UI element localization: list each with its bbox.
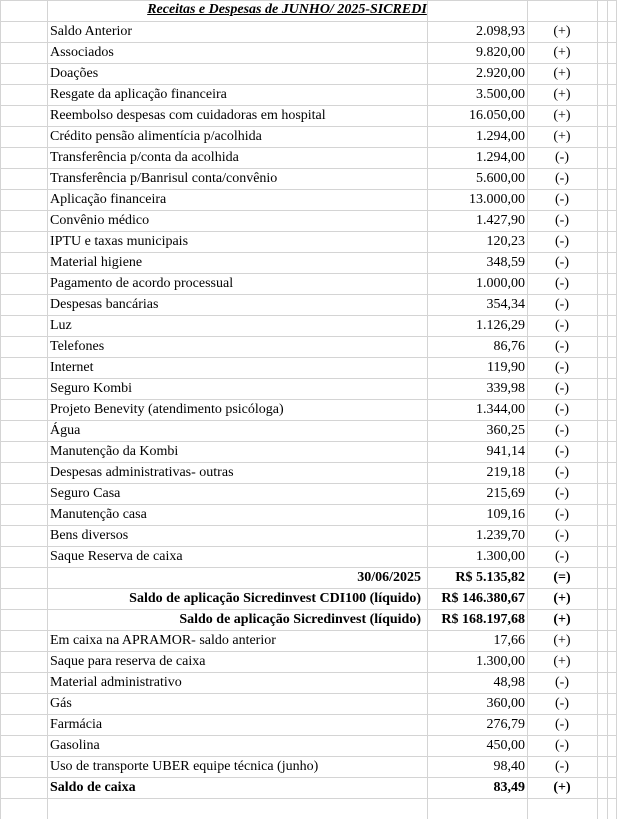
sign-cell[interactable]: (+) <box>553 24 571 39</box>
sign-cell[interactable]: (-) <box>555 486 569 501</box>
value-cell[interactable]: 2.098,93 <box>476 24 525 39</box>
table-row <box>0 420 617 441</box>
empty-cell[interactable] <box>597 777 607 798</box>
table-row <box>0 252 617 273</box>
value-cell[interactable]: 1.294,00 <box>476 150 525 165</box>
label-cell[interactable]: Despesas bancárias <box>50 297 159 312</box>
table-row <box>0 168 617 189</box>
empty-cell[interactable] <box>607 483 617 504</box>
value-cell[interactable]: 219,18 <box>486 465 525 480</box>
row-header-cell[interactable] <box>0 189 47 210</box>
value-cell[interactable]: 83,49 <box>493 780 525 795</box>
label-cell[interactable]: Saldo de caixa <box>50 780 136 795</box>
label-cell[interactable]: Doações <box>50 66 99 81</box>
table-row <box>0 63 617 84</box>
empty-cell[interactable] <box>607 273 617 294</box>
label-cell[interactable]: Projeto Benevity (atendimento psicóloga) <box>50 402 284 417</box>
row-header-cell[interactable] <box>0 462 47 483</box>
empty-cell[interactable] <box>607 504 617 525</box>
table-row <box>0 609 617 630</box>
empty-cell[interactable] <box>597 525 607 546</box>
value-cell[interactable]: R$ 168.197,68 <box>441 612 525 627</box>
value-cell[interactable]: 119,90 <box>487 360 525 375</box>
value-cell[interactable]: 1.300,00 <box>476 654 525 669</box>
value-cell[interactable]: 354,34 <box>486 297 525 312</box>
empty-cell[interactable] <box>597 315 607 336</box>
sign-cell[interactable]: (-) <box>555 192 569 207</box>
empty-cell[interactable] <box>597 294 607 315</box>
table-row <box>0 525 617 546</box>
label-cell[interactable]: Farmácia <box>50 717 103 732</box>
empty-cell[interactable] <box>597 693 607 714</box>
sign-cell[interactable]: (+) <box>553 45 571 60</box>
empty-cell[interactable] <box>597 378 607 399</box>
value-cell[interactable]: 1.126,29 <box>476 318 525 333</box>
sign-cell[interactable]: (-) <box>555 255 569 270</box>
row-header-cell[interactable] <box>0 336 47 357</box>
label-cell[interactable]: Luz <box>50 318 72 333</box>
label-cell[interactable]: Pagamento de acordo processual <box>50 276 234 291</box>
row-header-cell[interactable] <box>0 210 47 231</box>
label-cell[interactable]: IPTU e taxas municipais <box>50 234 189 249</box>
empty-cell[interactable] <box>607 252 617 273</box>
empty-cell[interactable] <box>607 21 617 42</box>
empty-cell[interactable] <box>607 546 617 567</box>
label-cell[interactable]: Transferência p/Banrisul conta/convênio <box>50 171 278 186</box>
table-row <box>0 672 617 693</box>
sign-cell[interactable]: (-) <box>555 339 569 354</box>
sign-cell[interactable]: (-) <box>555 717 569 732</box>
table-row <box>0 105 617 126</box>
sign-cell[interactable]: (-) <box>555 423 569 438</box>
value-cell[interactable]: 1.427,90 <box>476 213 525 228</box>
table-row <box>0 273 617 294</box>
label-cell[interactable]: Gás <box>50 696 72 711</box>
label-cell[interactable]: Crédito pensão alimentícia p/acolhida <box>50 129 262 144</box>
row-header-cell[interactable] <box>0 420 47 441</box>
empty-cell[interactable] <box>597 336 607 357</box>
row-header-cell[interactable] <box>0 651 47 672</box>
table-row <box>0 378 617 399</box>
row-header-cell[interactable] <box>0 105 47 126</box>
table-row <box>0 693 617 714</box>
value-cell[interactable]: 48,98 <box>493 675 525 690</box>
label-cell[interactable]: Saque Reserva de caixa <box>50 549 183 564</box>
row-header-cell[interactable] <box>0 567 47 588</box>
table-row <box>0 315 617 336</box>
table-row <box>0 42 617 63</box>
sheet-title[interactable]: Receitas e Despesas de JUNHO/ 2025-SICREDI <box>147 2 427 17</box>
table-row <box>0 651 617 672</box>
empty-cell[interactable] <box>607 714 617 735</box>
empty-cell[interactable] <box>597 546 607 567</box>
row-header-cell[interactable] <box>0 483 47 504</box>
empty-cell[interactable] <box>607 420 617 441</box>
empty-cell[interactable] <box>607 735 617 756</box>
row-header-cell[interactable] <box>0 756 47 777</box>
row-header-cell[interactable] <box>0 294 47 315</box>
table-row <box>0 756 617 777</box>
empty-cell[interactable] <box>597 651 607 672</box>
row-header-cell[interactable] <box>0 84 47 105</box>
empty-cell[interactable] <box>597 609 607 630</box>
value-cell[interactable]: 360,25 <box>486 423 525 438</box>
table-row <box>0 357 617 378</box>
row-header-cell[interactable] <box>0 525 47 546</box>
empty-cell[interactable] <box>607 399 617 420</box>
empty-cell[interactable] <box>597 126 607 147</box>
sign-cell[interactable]: (+) <box>553 591 571 606</box>
table-row <box>0 126 617 147</box>
value-cell[interactable]: 86,76 <box>493 339 525 354</box>
row-header-cell[interactable] <box>0 630 47 651</box>
table-row <box>0 399 617 420</box>
value-cell[interactable]: 16.050,00 <box>469 108 525 123</box>
empty-cell[interactable] <box>597 714 607 735</box>
table-row <box>0 462 617 483</box>
label-cell[interactable]: Saldo de aplicação Sicredinvest CDI100 (líquido) <box>129 591 421 606</box>
empty-cell[interactable] <box>607 378 617 399</box>
value-cell[interactable]: 339,98 <box>486 381 525 396</box>
sign-cell[interactable]: (-) <box>555 213 569 228</box>
label-cell[interactable]: Material administrativo <box>50 675 182 690</box>
value-cell[interactable]: 1.239,70 <box>476 528 525 543</box>
row-header-cell[interactable] <box>0 42 47 63</box>
value-cell[interactable]: 5.600,00 <box>476 171 525 186</box>
row-header-cell[interactable] <box>0 147 47 168</box>
value-cell[interactable]: 1.300,00 <box>476 549 525 564</box>
row-header-cell[interactable] <box>0 21 47 42</box>
table-row <box>0 588 617 609</box>
label-cell[interactable]: Manutenção da Kombi <box>50 444 179 459</box>
sign-cell[interactable]: (-) <box>555 759 569 774</box>
empty-cell[interactable] <box>607 567 617 588</box>
empty-cell[interactable] <box>597 210 607 231</box>
empty-cell[interactable] <box>607 231 617 252</box>
value-cell[interactable]: 120,23 <box>486 234 525 249</box>
sign-cell[interactable]: (-) <box>555 318 569 333</box>
empty-cell[interactable] <box>597 756 607 777</box>
value-cell[interactable]: 1.344,00 <box>476 402 525 417</box>
empty-cell[interactable] <box>597 84 607 105</box>
empty-cell[interactable] <box>607 294 617 315</box>
row-header-cell[interactable] <box>0 693 47 714</box>
label-cell[interactable]: Seguro Kombi <box>50 381 133 396</box>
label-cell[interactable]: Uso de transporte UBER equipe técnica (junho) <box>50 759 319 774</box>
empty-cell[interactable] <box>597 483 607 504</box>
value-cell[interactable]: 450,00 <box>486 738 525 753</box>
row-header-cell[interactable] <box>0 714 47 735</box>
sign-cell[interactable]: (+) <box>553 612 571 627</box>
empty-cell[interactable] <box>607 189 617 210</box>
empty-cell[interactable] <box>597 357 607 378</box>
table-row <box>0 546 617 567</box>
empty-cell[interactable] <box>597 567 607 588</box>
empty-cell[interactable] <box>607 462 617 483</box>
row-header-cell[interactable] <box>0 378 47 399</box>
table-row <box>0 630 617 651</box>
empty-cell[interactable] <box>597 735 607 756</box>
value-cell[interactable]: 13.000,00 <box>469 192 525 207</box>
empty-cell[interactable] <box>597 168 607 189</box>
table-row <box>0 147 617 168</box>
label-cell[interactable]: Saque para reserva de caixa <box>50 654 206 669</box>
label-cell[interactable]: Telefones <box>50 339 105 354</box>
empty-cell[interactable] <box>607 126 617 147</box>
row-header-cell[interactable] <box>0 504 47 525</box>
value-cell[interactable]: 3.500,00 <box>476 87 525 102</box>
sign-cell[interactable]: (+) <box>553 108 571 123</box>
sign-cell[interactable]: (-) <box>555 381 569 396</box>
empty-cell[interactable] <box>607 777 617 798</box>
label-cell[interactable]: Água <box>50 423 81 438</box>
value-cell[interactable]: 2.920,00 <box>476 66 525 81</box>
sign-cell[interactable]: (-) <box>555 297 569 312</box>
label-cell[interactable]: Reembolso despesas com cuidadoras em hospital <box>50 108 326 123</box>
sign-cell[interactable]: (-) <box>555 507 569 522</box>
empty-cell[interactable] <box>597 63 607 84</box>
sign-cell[interactable]: (-) <box>555 234 569 249</box>
sign-cell[interactable]: (+) <box>553 66 571 81</box>
value-cell[interactable]: 109,16 <box>486 507 525 522</box>
empty-cell[interactable] <box>607 42 617 63</box>
value-cell[interactable]: 1.294,00 <box>476 129 525 144</box>
empty-cell[interactable] <box>607 84 617 105</box>
label-cell[interactable]: Despesas administrativas- outras <box>50 465 234 480</box>
table-row <box>0 294 617 315</box>
value-cell[interactable]: 276,79 <box>486 717 525 732</box>
sign-cell[interactable]: (-) <box>555 465 569 480</box>
label-cell[interactable]: Gasolina <box>50 738 100 753</box>
empty-cell[interactable] <box>607 588 617 609</box>
empty-cell[interactable] <box>597 21 607 42</box>
sign-cell[interactable]: (+) <box>553 129 571 144</box>
empty-cell[interactable] <box>607 210 617 231</box>
empty-cell[interactable] <box>607 105 617 126</box>
sign-cell[interactable]: (+) <box>553 780 571 795</box>
value-cell[interactable]: R$ 146.380,67 <box>441 591 525 606</box>
empty-cell[interactable] <box>597 462 607 483</box>
label-cell[interactable]: 30/06/2025 <box>357 570 421 585</box>
row-header-cell[interactable] <box>0 126 47 147</box>
sign-cell[interactable]: (-) <box>555 675 569 690</box>
row-header-cell[interactable] <box>0 399 47 420</box>
empty-cell[interactable] <box>607 168 617 189</box>
empty-cell[interactable] <box>597 399 607 420</box>
empty-cell[interactable] <box>597 420 607 441</box>
sign-cell[interactable]: (-) <box>555 528 569 543</box>
table-row <box>0 189 617 210</box>
empty-cell[interactable] <box>597 252 607 273</box>
row-header-cell[interactable] <box>0 735 47 756</box>
table-row <box>0 231 617 252</box>
row-header-cell[interactable] <box>0 231 47 252</box>
table-row <box>0 84 617 105</box>
empty-cell[interactable] <box>597 273 607 294</box>
table-row <box>0 777 617 798</box>
sign-cell[interactable]: (-) <box>555 549 569 564</box>
empty-cell[interactable] <box>607 651 617 672</box>
label-cell[interactable]: Em caixa na APRAMOR- saldo anterior <box>50 633 276 648</box>
empty-cell[interactable] <box>607 630 617 651</box>
empty-cell[interactable] <box>607 756 617 777</box>
value-cell[interactable]: 9.820,00 <box>476 45 525 60</box>
title-row <box>0 0 617 21</box>
row-header-cell[interactable] <box>0 168 47 189</box>
empty-cell[interactable] <box>597 441 607 462</box>
label-cell[interactable]: Internet <box>50 360 94 375</box>
table-row <box>0 210 617 231</box>
table-row <box>0 483 617 504</box>
empty-cell[interactable] <box>597 147 607 168</box>
empty-cell[interactable] <box>597 189 607 210</box>
table-row <box>0 735 617 756</box>
row-header-cell[interactable] <box>0 588 47 609</box>
empty-cell[interactable] <box>607 609 617 630</box>
table-row <box>0 21 617 42</box>
value-cell[interactable]: 348,59 <box>486 255 525 270</box>
empty-cell[interactable] <box>597 231 607 252</box>
empty-cell[interactable] <box>607 672 617 693</box>
empty-cell[interactable] <box>597 105 607 126</box>
sign-cell[interactable]: (-) <box>555 150 569 165</box>
empty-cell[interactable] <box>607 525 617 546</box>
value-cell[interactable]: 215,69 <box>486 486 525 501</box>
value-cell[interactable]: R$ 5.135,82 <box>455 570 525 585</box>
label-cell[interactable]: Convênio médico <box>50 213 150 228</box>
table-row <box>0 567 617 588</box>
label-cell[interactable]: Associados <box>50 45 114 60</box>
sign-cell[interactable]: (=) <box>553 570 571 585</box>
row-header-cell[interactable] <box>0 252 47 273</box>
sign-cell[interactable]: (-) <box>555 276 569 291</box>
label-cell[interactable]: Saldo de aplicação Sicredinvest (líquido) <box>179 612 421 627</box>
empty-cell[interactable] <box>607 357 617 378</box>
empty-cell[interactable] <box>597 588 607 609</box>
empty-cell[interactable] <box>597 630 607 651</box>
table-row <box>0 504 617 525</box>
value-cell[interactable]: 98,40 <box>493 759 525 774</box>
empty-cell[interactable] <box>607 147 617 168</box>
value-cell[interactable]: 941,14 <box>486 444 525 459</box>
row-header-cell[interactable] <box>0 357 47 378</box>
empty-cell[interactable] <box>607 63 617 84</box>
sign-cell[interactable]: (+) <box>553 633 571 648</box>
sign-cell[interactable]: (-) <box>555 696 569 711</box>
sign-cell[interactable]: (-) <box>555 360 569 375</box>
empty-cell[interactable] <box>607 441 617 462</box>
label-cell[interactable]: Manutenção casa <box>50 507 147 522</box>
row-header-cell[interactable] <box>0 63 47 84</box>
row-header-cell[interactable] <box>0 777 47 798</box>
empty-cell[interactable] <box>607 315 617 336</box>
sign-cell[interactable]: (-) <box>555 444 569 459</box>
value-cell[interactable]: 17,66 <box>493 633 525 648</box>
label-cell[interactable]: Saldo Anterior <box>50 24 133 39</box>
sign-cell[interactable]: (-) <box>555 738 569 753</box>
label-cell[interactable]: Resgate da aplicação financeira <box>50 87 227 102</box>
value-cell[interactable]: 360,00 <box>486 696 525 711</box>
table-row <box>0 336 617 357</box>
label-cell[interactable]: Bens diversos <box>50 528 129 543</box>
row-header-cell[interactable] <box>0 672 47 693</box>
row-header-cell[interactable] <box>0 441 47 462</box>
row-header-cell[interactable] <box>0 315 47 336</box>
row-header-cell[interactable] <box>0 609 47 630</box>
empty-cell[interactable] <box>597 672 607 693</box>
table-row <box>0 714 617 735</box>
empty-cell[interactable] <box>607 693 617 714</box>
label-cell[interactable]: Aplicação financeira <box>50 192 167 207</box>
sign-cell[interactable]: (-) <box>555 402 569 417</box>
value-cell[interactable]: 1.000,00 <box>476 276 525 291</box>
row-header-cell[interactable] <box>0 273 47 294</box>
empty-cell[interactable] <box>607 336 617 357</box>
label-cell[interactable]: Material higiene <box>50 255 143 270</box>
row-header-cell[interactable] <box>0 546 47 567</box>
empty-cell[interactable] <box>597 42 607 63</box>
label-cell[interactable]: Transferência p/conta da acolhida <box>50 150 239 165</box>
sign-cell[interactable]: (+) <box>553 87 571 102</box>
sign-cell[interactable]: (+) <box>553 654 571 669</box>
empty-cell[interactable] <box>597 504 607 525</box>
table-row <box>0 441 617 462</box>
sign-cell[interactable]: (-) <box>555 171 569 186</box>
label-cell[interactable]: Seguro Casa <box>50 486 121 501</box>
